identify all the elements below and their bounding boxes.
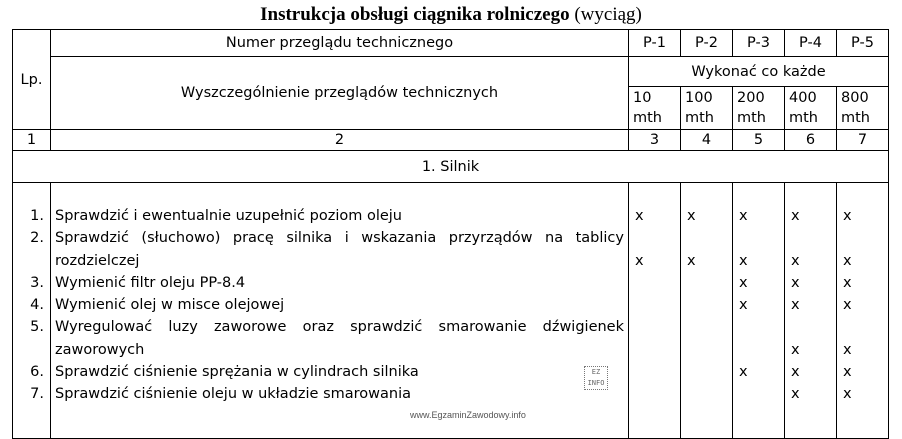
wyszczegolnienie-header: Wyszczególnienie przeglądów technicznych xyxy=(51,57,629,130)
col-number: 3 xyxy=(629,130,681,151)
item-mark xyxy=(633,383,676,405)
watermark: www.EgzaminZawodowy.info xyxy=(410,410,526,420)
item-mark: x xyxy=(843,297,852,314)
item-mark xyxy=(789,316,832,338)
item-number: 6. xyxy=(30,364,44,381)
code-p4: P-4 xyxy=(785,30,837,57)
item-description: Wymienić filtr oleju PP-8.4 xyxy=(55,274,246,291)
code-p2: P-2 xyxy=(681,30,733,57)
item-description: Sprawdzić ciśnienie sprężania w cylindrach silnika xyxy=(55,364,419,381)
col-number: 5 xyxy=(733,130,785,151)
inspection-table xyxy=(12,29,889,439)
item-mark: x xyxy=(843,274,852,291)
section-row xyxy=(13,151,889,183)
item-mark: x xyxy=(791,364,800,381)
code-p3: P-3 xyxy=(733,30,785,57)
item-mark: x xyxy=(843,208,852,224)
section-title: 1. Silnik xyxy=(13,151,889,183)
marks-p2-cell xyxy=(681,183,733,439)
interval-cell: 100 mth xyxy=(681,87,733,130)
items-row xyxy=(13,183,889,439)
header-row-codes xyxy=(13,30,889,57)
item-mark xyxy=(685,361,728,383)
stamp-logo xyxy=(584,366,608,390)
lp-header: Lp. xyxy=(13,30,51,130)
item-mark: x xyxy=(843,386,852,403)
code-p1: P-1 xyxy=(629,30,681,57)
item-number: 2. xyxy=(30,230,44,247)
item-number: 7. xyxy=(30,386,44,403)
column-number-row xyxy=(13,130,889,151)
col-number: 4 xyxy=(681,130,733,151)
col-number: 6 xyxy=(785,130,837,151)
item-mark: x xyxy=(843,252,852,269)
item-mark xyxy=(789,227,832,249)
item-description: Wymienić olej w misce olejowej xyxy=(55,297,285,314)
item-mark xyxy=(633,227,676,249)
item-mark: x xyxy=(791,252,800,269)
item-mark: x xyxy=(791,341,800,358)
item-numbers-cell xyxy=(13,183,51,439)
item-mark xyxy=(633,361,676,383)
code-p5: P-5 xyxy=(837,30,889,57)
marks-p4-cell xyxy=(785,183,837,439)
item-mark xyxy=(841,316,884,338)
title-suffix: (wyciąg) xyxy=(569,4,642,25)
item-number: 1. xyxy=(30,208,44,224)
item-mark xyxy=(633,294,676,316)
item-mark xyxy=(685,294,728,316)
item-mark xyxy=(633,316,676,338)
item-mark xyxy=(737,227,780,249)
document-title xyxy=(0,4,902,26)
item-mark xyxy=(685,227,728,249)
item-mark: x xyxy=(635,252,644,269)
item-mark: x xyxy=(739,364,748,381)
col-number: 7 xyxy=(837,130,889,151)
numer-przegladu-header: Numer przeglądu technicznego xyxy=(51,30,629,57)
item-description: Sprawdzić i ewentualnie uzupełnić poziom oleju xyxy=(55,208,403,224)
item-mark: x xyxy=(739,274,748,291)
item-mark: x xyxy=(739,252,748,269)
interval-cell: 10 mth xyxy=(629,87,681,130)
item-mark: x xyxy=(687,252,696,269)
item-descriptions-cell xyxy=(51,183,629,439)
item-mark: x xyxy=(687,208,696,224)
interval-cell: 200 mth xyxy=(733,87,785,130)
item-description: zaworowych xyxy=(55,341,145,358)
item-mark xyxy=(737,339,780,361)
item-mark: x xyxy=(739,208,748,224)
interval-cell: 400 mth xyxy=(785,87,837,130)
title-bold: Instrukcja obsługi ciągnika rolniczego xyxy=(260,4,570,25)
item-mark xyxy=(737,316,780,338)
item-description: Wyregulować luzy zaworowe oraz sprawdzić smarowanie dźwigienek xyxy=(55,319,624,336)
item-description: rozdzielczej xyxy=(55,252,140,269)
item-mark xyxy=(685,272,728,294)
item-mark: x xyxy=(791,386,800,403)
item-mark: x xyxy=(739,297,748,314)
marks-p3-cell xyxy=(733,183,785,439)
stamp-text: EZ INFO xyxy=(587,368,605,387)
item-mark xyxy=(737,383,780,405)
item-mark xyxy=(685,383,728,405)
item-mark xyxy=(841,227,884,249)
item-mark xyxy=(685,339,728,361)
col-number: 2 xyxy=(51,130,629,151)
item-mark xyxy=(633,272,676,294)
interval-cell: 800 mth xyxy=(837,87,889,130)
header-row-wykonac xyxy=(13,57,889,87)
item-mark: x xyxy=(791,208,800,224)
item-mark: x xyxy=(843,341,852,358)
item-description: Sprawdzić ciśnienie oleju w układzie smarowania xyxy=(55,386,411,403)
item-mark xyxy=(633,339,676,361)
col-number: 1 xyxy=(13,130,51,151)
item-number: 3. xyxy=(30,274,44,291)
item-description: Sprawdzić (słuchowo) pracę silnika i wskazania przyrządów na tablicy xyxy=(55,230,624,247)
marks-p5-cell xyxy=(837,183,889,439)
item-mark: x xyxy=(791,297,800,314)
item-mark: x xyxy=(791,274,800,291)
marks-p1-cell xyxy=(629,183,681,439)
item-mark xyxy=(685,316,728,338)
item-number xyxy=(17,339,46,361)
item-mark: x xyxy=(843,364,852,381)
item-mark: x xyxy=(635,208,644,224)
item-number: 5. xyxy=(30,319,44,336)
item-number: 4. xyxy=(30,297,44,314)
item-number xyxy=(17,250,46,272)
wykonac-header: Wykonać co każde xyxy=(629,57,889,87)
